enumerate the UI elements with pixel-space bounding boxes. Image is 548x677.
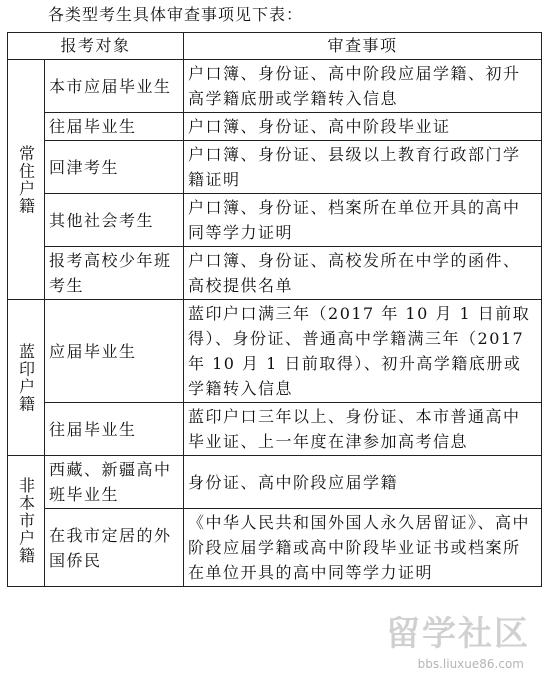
- review-items-cell: 蓝印户口三年以上、身份证、本市普通高中毕业证、上一年度在津参加高考信息: [184, 403, 542, 456]
- applicant-type-cell: 本市应届毕业生: [45, 60, 184, 113]
- applicant-type-cell: 往届毕业生: [45, 113, 184, 141]
- review-items-cell: 户口簿、身份证、高校发所在中学的函件、高校提供名单: [184, 247, 542, 300]
- review-items-cell: 户口簿、身份证、县级以上教育行政部门学籍证明: [184, 141, 542, 194]
- header-applicant: 报考对象: [8, 33, 184, 60]
- review-items-cell: 《中华人民共和国外国人永久居留证》、高中阶段应届学籍或高中阶段毕业证书或档案所在单位开具的高中同等学力证明: [184, 509, 542, 587]
- table-row: [8, 247, 542, 300]
- watermark-url: bbs.liuxue86.com: [417, 657, 524, 671]
- header-row: [8, 33, 542, 60]
- applicant-type-cell: 回津考生: [45, 141, 184, 194]
- applicant-type-cell: 报考高校少年班考生: [45, 247, 184, 300]
- review-items-table: [7, 32, 542, 587]
- table-row: [8, 403, 542, 456]
- category-cell: 常住户籍: [8, 60, 45, 300]
- table-row: [8, 456, 542, 509]
- applicant-type-cell: 往届毕业生: [45, 403, 184, 456]
- review-items-cell: 户口簿、身份证、高中阶段应届学籍、初升高学籍底册或学籍转入信息: [184, 60, 542, 113]
- review-items-cell: 身份证、高中阶段应届学籍: [184, 456, 542, 509]
- header-review-items: 审查事项: [184, 33, 542, 60]
- review-items-cell: 户口簿、身份证、档案所在单位开具的高中同等学力证明: [184, 194, 542, 247]
- applicant-type-cell: 在我市定居的外国侨民: [45, 509, 184, 587]
- applicant-type-cell: 西藏、新疆高中班毕业生: [45, 456, 184, 509]
- site-watermark: [368, 614, 538, 677]
- review-items-cell: 蓝印户口满三年（2017 年 10 月 1 日前取得）、身份证、普通高中学籍满三年（2017 年 10 月 1 日前取得）、初升高学籍底册或学籍转入信息: [184, 300, 542, 403]
- watermark-brand: 留学社区: [386, 614, 530, 654]
- table-row: [8, 509, 542, 587]
- table-row: [8, 60, 542, 113]
- review-items-cell: 户口簿、身份证、高中阶段毕业证: [184, 113, 542, 141]
- category-cell: 蓝印户籍: [8, 300, 45, 456]
- applicant-type-cell: 其他社会考生: [45, 194, 184, 247]
- applicant-type-cell: 应届毕业生: [45, 300, 184, 403]
- table-row: [8, 194, 542, 247]
- category-cell: 非本市户籍: [8, 456, 45, 587]
- table-row: [8, 300, 542, 403]
- table-row: [8, 141, 542, 194]
- intro-text: 各类型考生具体审查事项见下表：: [48, 5, 304, 24]
- table-row: [8, 113, 542, 141]
